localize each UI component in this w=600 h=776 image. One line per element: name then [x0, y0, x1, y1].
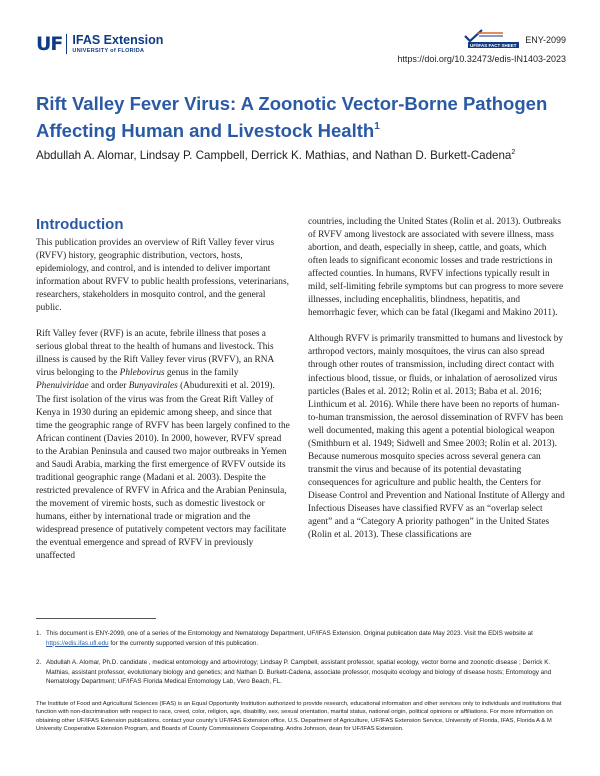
- edis-link[interactable]: https://edis.ifas.ufl.edu: [46, 639, 109, 647]
- footnote-1-number: 1.: [36, 630, 42, 637]
- authors-footnote-marker[interactable]: 2: [511, 149, 516, 156]
- left-column: [36, 215, 290, 576]
- p2-text-d: (Abudurexiti et al. 2019). The first isolation of the virus was from the Great Rift Valley of Kenya in 1930 during an epidemic among sheep, and since that time the geographic range of RVFV has been largely confined to the African continent (Davies 2010). In 2000, however, RVFV spread to the Arabian Peninsula and caused two major outbreaks in Yemen and Saudi Arabia, marking the first emergence of RVFV outside its traditional geographic range (Madani et al. 2003). Despite the restricted prevalence of RVFV in Africa and the Arabian Peninsula, the movement of viremic hosts, such as domestic livestock or humans, either by international trade or migration and the widespread presence of putatively competent vectors may facilitate the eventual emergence and spread of RVFV in previously unaffected: [36, 381, 290, 562]
- footnote-1-text-a: This document is ENY-2099, one of a series of the Entomology and Nematology Department, UF/IFAS Extension. Original publication date May 2023. Visit the EDIS website at: [46, 630, 533, 637]
- footnote-1-body: [46, 629, 566, 648]
- right-column: [308, 216, 566, 555]
- logo-divider: [66, 34, 67, 54]
- footnote-1: [36, 629, 566, 648]
- logo-wordmark: [72, 34, 163, 54]
- p2-text-a: Rift Valley fever (RVF) is an acute, febrile illness that poses a serious global threat to the health of humans and livestock. This illness is caused by the Rift Valley fever virus (RVFV), an RNA virus belonging to the: [36, 329, 274, 379]
- author-list: [36, 149, 576, 162]
- intro-paragraph-2: [36, 328, 290, 563]
- intro-paragraph-1: This publication provides an overview of Rift Valley fever virus (RVFV) history, geographic distribution, vectors, hosts, epidemiology, and control, and is intended to deliver important information about RVFV to public health professions, veterinarians, researchers, stakeholders in mosquito control, and the general public.: [36, 238, 289, 314]
- section-heading-introduction: Introduction: [36, 216, 124, 233]
- footnote-2: [36, 658, 566, 687]
- logo-university: UNIVERSITY of FLORIDA: [72, 47, 145, 54]
- title-footnote-marker[interactable]: 1: [374, 121, 380, 132]
- footnote-divider: [36, 618, 156, 619]
- badge-label: UF/IFAS FACT SHEET: [470, 42, 517, 48]
- p2-text-c: and order: [88, 381, 129, 392]
- document-id: ENY-2099: [525, 35, 566, 45]
- genus-name: Phlebovirus: [119, 368, 165, 379]
- footnote-2-number: 2.: [36, 659, 42, 666]
- authors-text: Abdullah A. Alomar, Lindsay P. Campbell, Derrick K. Mathias, and Nathan D. Burkett-Cadena: [36, 149, 512, 162]
- fact-sheet-badge: [455, 29, 517, 49]
- uf-monogram: UF: [36, 32, 63, 55]
- ifas-extension-logo[interactable]: [36, 34, 163, 54]
- page-title: [36, 92, 566, 142]
- title-text: Rift Valley Fever Virus: A Zoonotic Vector-Borne Pathogen Affecting Human and Livestock Health: [36, 93, 548, 141]
- footnote-1-text-b: for the currently supported version of this publication.: [108, 639, 259, 647]
- family-name: Phenuiviridae: [36, 381, 89, 392]
- equal-opportunity-statement: The Institute of Food and Agricultural Sciences (IFAS) is an Equal Opportunity Institution authorized to provide research, educational information and other services only to individuals and institutions that function with non-discrimination with respect to race, creed, color, religion, age, disability, sex, sexual orientation, marital status, national origin, political opinions or affiliations. For more information on obtaining other UF/IFAS Extension publications, contact your county’s UF/IFAS Extension office. U.S. Department of Agriculture, UF/IFAS Extension Service, University of Florida, IFAS, Florida A & M University Cooperative Extension Program, and Boards of County Commissioners Cooperating. Andra Johnson, dean for UF/IFAS Extension.: [36, 701, 562, 732]
- logo-org-name: IFAS Extension: [72, 33, 164, 47]
- checkmark-icon: [455, 29, 505, 43]
- footnote-2-body: Abdullah A. Alomar, Ph.D. candidate , medical entomology and arbovirology; Lindsay P. Campbell, assistant professor, spatial ecology, vector borne and zoonotic disease ; Derrick K. Mathias, assistant professor, evolutionary biology and genetics; and Nathan D. Burkett-Cadena, associate professor, mosquito ecology and biology of disease hosts; Entomology and Nematology Department; UF/IFAS Florida Medical Entomology Lab, Vero Beach, FL.: [46, 659, 552, 685]
- intro-paragraph-4: Although RVFV is primarily transmitted to humans and livestock by arthropod vectors, mainly mosquitoes, the virus can also spread through other routes of transmission, including direct contact with infectious blood, tissue, or fluids, or inhalation of aerosolized virus particles (Bales et al. 2012; Rolin et al. 2013; Baba et al. 2016; Linthicum et al. 2016). While there have been no reports of human-to-human transmission, the aerosol dissemination of RVFV has been well documented, making this agent a potential biological weapon (Smithburn et al. 1949; Sidwell and Smee 2003; Rolin et al. 2013). Because numerous mosquito species across several genera can transmit the virus and because of its potential devastating consequences for agriculture and public health, the Centers for Disease Control and Prevention and National Institute of Allergy and Infectious Diseases have classified RVFV as an “overlap select agent” and a “Category A priority pathogen” in the United States (Rolin et al. 2013). These classifications are: [308, 334, 565, 541]
- doi-link[interactable]: https://doi.org/10.32473/edis-IN1403-2023: [397, 54, 566, 64]
- intro-paragraph-3: countries, including the United States (Rolin et al. 2013). Outbreaks of RVFV among livestock are associated with severe illness, mass abortion, and death, especially in sheep, cattle, and goats, which often leads to significant economic losses and trade restrictions in affected counties. In humans, RVFV infections typically result in mild, self-limiting febrile symptoms but can progress to more severe illnesses, including encephalitis, blindness, hepatitis, and hemorrhagic fever, which can be fatal (Ikegami and Makino 2011).: [308, 217, 564, 319]
- p2-text-b: genus in the family: [164, 368, 239, 379]
- order-name: Bunyavirales: [128, 381, 178, 392]
